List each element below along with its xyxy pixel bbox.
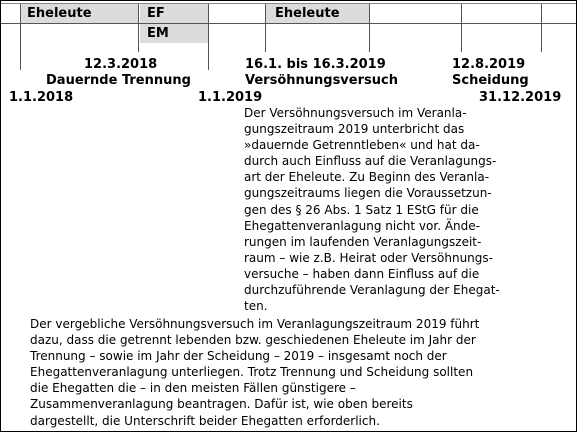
text-line: gungszeitraums liegen die Voraussetzun- [244, 186, 492, 201]
eheleute-label: Eheleute [275, 6, 340, 21]
marker-end-2019 [541, 4, 542, 52]
timeline-topline [1, 3, 576, 4]
scheidung-date: 12.8.2019 [452, 57, 526, 72]
text-line: dargestellt, die Unterschrift beider Ehegatten erforderlich. [30, 413, 380, 428]
text-line: die Ehegatten die – in den meisten Fällen günstigere – [30, 381, 356, 396]
end-2019-label: 31.12.2019 [479, 90, 562, 105]
text-line: Der vergebliche Versöhnungsversuch im Veranlagungszeitraum 2019 führt [30, 317, 480, 331]
summary-paragraph [30, 316, 572, 429]
text-line: durch auch Einfluss auf die Veranlagungs- [244, 154, 497, 169]
ef-label: EF [147, 6, 165, 21]
eheleute-bar-2018 [20, 4, 138, 23]
marker-start-2019 [208, 4, 209, 70]
trennung-date: 12.3.2018 [84, 57, 158, 72]
scheidung-label: Scheidung [452, 73, 529, 88]
text-line: raum – wie z.B. Heirat oder Versöhnungs- [244, 250, 493, 265]
em-label: EM [147, 26, 169, 41]
text-line: gungszeitraum 2019 unterbricht das [244, 122, 465, 137]
text-line: rungen im laufenden Veranlagungszeit- [244, 234, 482, 249]
marker-start-2018 [20, 4, 21, 70]
text-line: versuche – haben dann Einfluss auf die [244, 266, 480, 281]
text-line: gen des § 26 Abs. 1 Satz 1 EStG für die [244, 202, 479, 217]
text-line: ten. [244, 299, 268, 314]
text-line: »dauernde Getrenntleben« und hat da- [244, 138, 480, 153]
start-2018-label: 1.1.2018 [9, 90, 74, 105]
eheleute-label: Eheleute [27, 6, 92, 21]
marker-trennung [138, 4, 139, 52]
text-line: Der Versöhnungsversuch im Veranla- [244, 106, 467, 120]
text-line: Zusammenveranlagung beantragen. Dafür ist, wie oben bereits [30, 397, 413, 412]
marker-scheidung [461, 4, 462, 52]
eheleute-bar-2019 [266, 4, 369, 23]
timeline-diagram [1, 1, 576, 111]
versuch-date: 16.1. bis 16.3.2019 [245, 57, 386, 72]
em-bar [140, 24, 208, 43]
marker-versuch-start [265, 4, 266, 52]
text-line: Ehegattenveranlagung nicht vor. Ände- [244, 218, 480, 233]
text-line: dazu, dass die getrennt lebenden bzw. geschiedenen Eheleute im Jahr der [30, 333, 476, 348]
versuch-label: Versöhnungsversuch [245, 73, 398, 88]
note-paragraph [244, 105, 574, 314]
ef-bar [140, 4, 208, 23]
text-line: durchzuführende Veranlagung der Ehegat- [244, 283, 500, 298]
text-line: art der Eheleute. Zu Beginn des Veranla- [244, 170, 490, 185]
text-line: Ehegattenveranlagung unterliegen. Trotz Trennung und Scheidung sollten [30, 365, 474, 380]
trennung-label: Dauernde Trennung [46, 73, 191, 88]
timeline-baseline [1, 23, 576, 24]
marker-versuch-end [369, 4, 370, 52]
start-2019-label: 1.1.2019 [198, 90, 263, 105]
text-line: Trennung – sowie im Jahr der Scheidung – 2019 – insgesamt noch der [30, 349, 447, 364]
